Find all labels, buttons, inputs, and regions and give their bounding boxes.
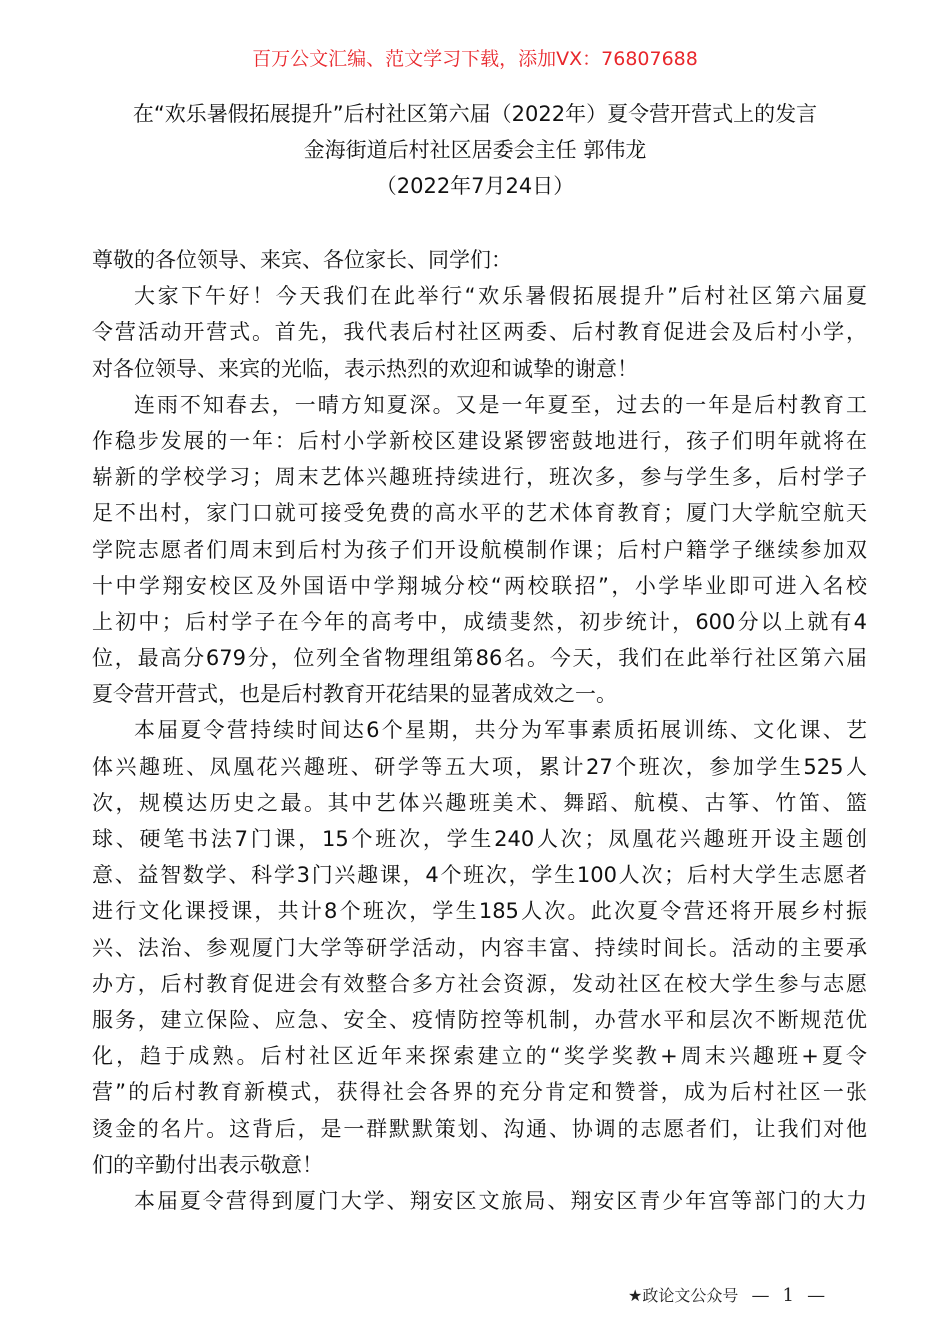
paragraph-2 — [92, 387, 867, 713]
paragraph-line: 进行文化课授课，共计8个班次，学生185人次。此次夏令营还将开展乡村振 — [92, 899, 867, 924]
paragraph-line: 足不出村，家门口就可接受免费的高水平的艺术体育教育；厦门大学航空航天 — [92, 501, 867, 526]
paragraph-line: 夏令营开营式，也是后村教育开花结果的显著成效之一。 — [92, 682, 617, 707]
page-number-prefix: — — [751, 1285, 770, 1306]
paragraph-line: 连雨不知春去，一晴方知夏深。又是一年夏至，过去的一年是后村教育工 — [134, 392, 867, 417]
paragraph-line: 办方，后村教育促进会有效整合多方社会资源，发动社区在校大学生参与志愿 — [92, 971, 867, 996]
paragraph-3 — [92, 712, 867, 1182]
paragraph-line: 意、益智数学、科学3门兴趣课，4个班次，学生100人次；后村大学生志愿者 — [92, 863, 867, 888]
paragraph-line: 们的辛勤付出表示敬意！ — [92, 1152, 323, 1177]
paragraph-line: 体兴趣班、凤凰花兴趣班、研学等五大项，累计27个班次，参加学生525人 — [92, 754, 867, 779]
paragraph-line: 本届夏令营得到厦门大学、翔安区文旅局、翔安区青少年宫等部门的大力 — [134, 1188, 867, 1213]
paragraph-line: 学院志愿者们周末到后村为孩子们开设航模制作课；后村户籍学子继续参加双 — [92, 537, 867, 562]
paragraph-line: 服务，建立保险、应急、安全、疫情防控等机制，办营水平和层次不断规范优 — [92, 1007, 867, 1032]
paragraph-line: 次，规模达历史之最。其中艺体兴趣班美术、舞蹈、航模、古筝、竹笛、篮 — [92, 790, 867, 815]
paragraph-line: 球、硬笔书法7门课，15个班次，学生240人次；凤凰花兴趣班开设主题创 — [92, 827, 867, 851]
document-header — [0, 96, 950, 204]
watermark-banner: 百万公文汇编、范文学习下载，添加VX：76807688 — [252, 48, 698, 70]
document-title: 在“欢乐暑假拓展提升”后村社区第六届（2022年）夏令营开营式上的发言 — [132, 102, 818, 126]
paragraph-line: 兴、法治、参观厦门大学等研学活动，内容丰富、持续时间长。活动的主要承 — [92, 935, 867, 960]
paragraph-line: 大家下午好！今天我们在此举行“欢乐暑假拓展提升”后村社区第六届夏 — [134, 284, 867, 309]
paragraph-4 — [92, 1183, 867, 1219]
document-body — [92, 242, 867, 1219]
page-number-suffix: — — [807, 1285, 826, 1306]
paragraph-line: 营”的后村教育新模式，获得社会各界的充分肯定和赞誉，成为后村社区一张 — [92, 1080, 867, 1105]
paragraph-line: 化，趋于成熟。后村社区近年来探索建立的“奖学奖教+周末兴趣班+夏令 — [92, 1044, 867, 1069]
paragraph-line: 本届夏令营持续时间达6个星期，共分为军事素质拓展训练、文化课、艺 — [134, 718, 867, 743]
paragraph-line: 令营活动开营式。首先，我代表后村社区两委、后村教育促进会及后村小学， — [92, 320, 867, 345]
salutation: 尊敬的各位领导、来宾、各位家长、同学们： — [92, 248, 512, 272]
paragraph-line: 崭新的学校学习；周末艺体兴趣班持续进行，班次多，参与学生多，后村学子 — [92, 465, 867, 490]
footer-source: ★政论文公众号 — [628, 1286, 739, 1305]
document-date: （2022年7月24日） — [375, 174, 575, 198]
document-author: 金海街道后村社区居委会主任 郭伟龙 — [303, 138, 647, 162]
page-footer — [628, 1283, 825, 1306]
paragraph-1 — [92, 278, 867, 387]
paragraph-line: 对各位领导、来宾的光临，表示热烈的欢迎和诚挚的谢意！ — [92, 356, 638, 381]
paragraph-line: 十中学翔安校区及外国语中学翔城分校“两校联招”，小学毕业即可进入名校 — [92, 573, 867, 598]
paragraph-line: 烫金的名片。这背后，是一群默默策划、沟通、协调的志愿者们，让我们对他 — [92, 1116, 867, 1141]
paragraph-line: 位，最高分679分，位列全省物理组第86名。今天，我们在此举行社区第六届 — [92, 646, 867, 671]
page-number: 1 — [782, 1285, 794, 1306]
paragraph-line: 上初中；后村学子在今年的高考中，成绩斐然，初步统计，600分以上就有4 — [92, 609, 867, 634]
paragraph-line: 作稳步发展的一年：后村小学新校区建设紧锣密鼓地进行，孩子们明年就将在 — [92, 428, 867, 453]
